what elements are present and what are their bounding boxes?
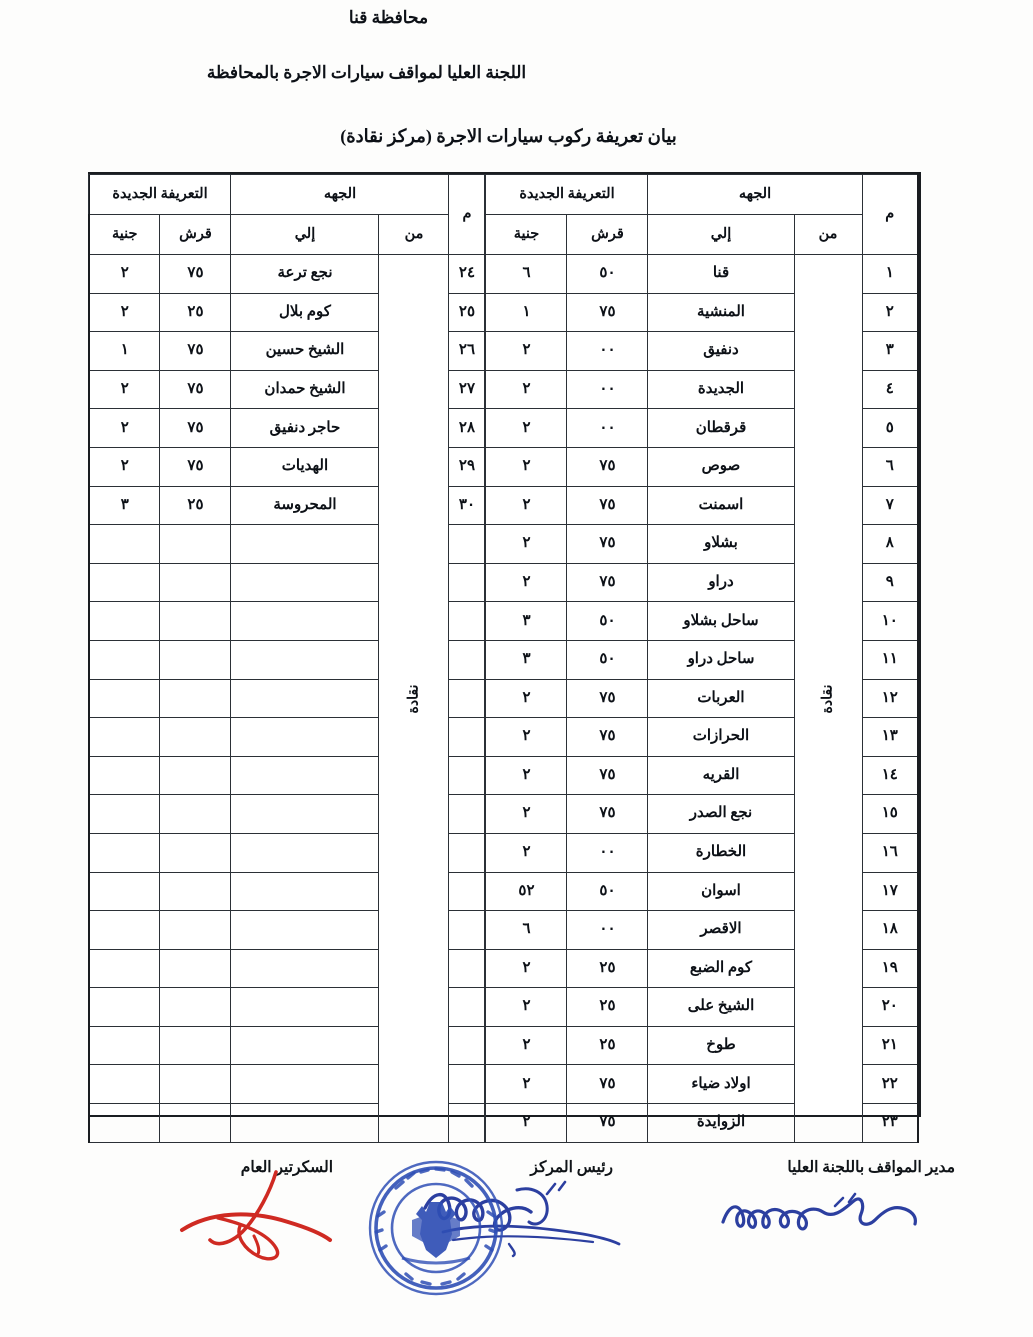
cell-piaster: ٢٥ <box>567 988 648 1027</box>
cell-piaster: ٥٠ <box>567 255 648 294</box>
cell-serial: ٦ <box>862 447 918 486</box>
header-row-bottom <box>89 215 485 255</box>
cell-destination: اولاد ضياء <box>648 1065 794 1104</box>
cell-serial: ١٢ <box>862 679 918 718</box>
cell-pound <box>89 988 160 1027</box>
table-body-right <box>486 255 918 1143</box>
table-body-left <box>89 255 485 1143</box>
cell-pound: ٢ <box>486 332 567 371</box>
cell-destination: صوص <box>648 447 794 486</box>
cell-destination <box>231 988 379 1027</box>
cell-pound: ١ <box>486 293 567 332</box>
cell-serial <box>449 1104 485 1143</box>
cell-destination: اسمنت <box>648 486 794 525</box>
cell-pound: ٢ <box>486 795 567 834</box>
cell-serial <box>449 988 485 1027</box>
table-row <box>486 255 918 294</box>
cell-pound <box>89 679 160 718</box>
cell-pound: ٦ <box>486 911 567 950</box>
cell-piaster <box>160 756 231 795</box>
header-new-tariff-group: التعريفة الجديدة <box>89 175 231 215</box>
cell-pound: ٢ <box>486 486 567 525</box>
cell-destination: الخطارة <box>648 833 794 872</box>
cell-destination: العربات <box>648 679 794 718</box>
cell-destination: طوخ <box>648 1026 794 1065</box>
cell-piaster: ٧٥ <box>567 563 648 602</box>
cell-destination <box>231 756 379 795</box>
cell-piaster: ٧٥ <box>567 1065 648 1104</box>
cell-serial: ٢٣ <box>862 1104 918 1143</box>
cell-pound: ٢ <box>89 447 160 486</box>
cell-pound <box>89 718 160 757</box>
header-new-tariff-group: التعريفة الجديدة <box>486 175 648 215</box>
cell-pound: ٦ <box>486 255 567 294</box>
cell-serial: ٧ <box>862 486 918 525</box>
cell-piaster: ٧٥ <box>567 447 648 486</box>
cell-piaster: ٠٠ <box>567 409 648 448</box>
cell-piaster: ٧٥ <box>160 409 231 448</box>
cell-pound <box>89 833 160 872</box>
center-head-signature-block <box>530 1158 613 1177</box>
cell-piaster: ٧٥ <box>567 1104 648 1143</box>
cell-serial: ٢٠ <box>862 988 918 1027</box>
cell-destination: نجع ترعة <box>231 255 379 294</box>
page-title: بيان تعريفة ركوب سيارات الاجرة (مركز نقادة) <box>340 126 677 146</box>
cell-pound <box>89 640 160 679</box>
cell-pound <box>89 1104 160 1143</box>
header-piaster: قرش <box>567 215 648 255</box>
cell-serial: ٣٠ <box>449 486 485 525</box>
cell-serial: ١٨ <box>862 911 918 950</box>
tariff-table-left <box>88 174 486 1143</box>
secretary-general-label: السكرتير العام <box>240 1159 333 1176</box>
cell-piaster: ٢٥ <box>567 949 648 988</box>
cell-piaster <box>160 640 231 679</box>
cell-destination: ساحل بشلاو <box>648 602 794 641</box>
cell-pound <box>89 949 160 988</box>
cell-destination <box>231 795 379 834</box>
governorate-heading: محافظة قنا <box>348 8 429 27</box>
cell-destination: الاقصر <box>648 911 794 950</box>
cell-piaster: ٥٠ <box>567 602 648 641</box>
cell-pound <box>89 602 160 641</box>
cell-serial: ٢٤ <box>449 255 485 294</box>
cell-pound: ٢ <box>486 833 567 872</box>
cell-destination <box>231 1065 379 1104</box>
cell-destination: المنشية <box>648 293 794 332</box>
cell-serial: ٨ <box>862 525 918 564</box>
cell-pound: ٢ <box>486 447 567 486</box>
official-stamp <box>347 1154 525 1304</box>
header-pound: جنية <box>486 215 567 255</box>
cell-pound <box>89 1026 160 1065</box>
cell-pound: ٢ <box>486 949 567 988</box>
cell-pound: ٢ <box>486 409 567 448</box>
cell-destination: الشيخ حمدان <box>231 370 379 409</box>
cell-piaster <box>160 1104 231 1143</box>
header-to: إلي <box>231 215 379 255</box>
cell-pound: ٢ <box>89 293 160 332</box>
secretary-general-signature-block <box>241 1158 333 1177</box>
cell-destination <box>231 1026 379 1065</box>
cell-pound: ٢ <box>486 1026 567 1065</box>
committee-heading: اللجنة العليا لمواقف سيارات الاجرة بالمحافظة <box>206 63 527 82</box>
secretary-general-signature-mark <box>158 1166 343 1261</box>
cell-piaster: ٢٥ <box>160 486 231 525</box>
cell-destination <box>231 563 379 602</box>
cell-serial: ١ <box>862 255 918 294</box>
cell-destination <box>231 718 379 757</box>
cell-pound: ٥٢ <box>486 872 567 911</box>
cell-destination: ساحل دراو <box>648 640 794 679</box>
cell-pound: ٢ <box>486 718 567 757</box>
cell-serial: ٢٢ <box>862 1065 918 1104</box>
cell-serial <box>449 1065 485 1104</box>
header-destination-group: الجهه <box>648 175 862 215</box>
cell-piaster <box>160 833 231 872</box>
cell-destination: المحروسة <box>231 486 379 525</box>
cell-piaster: ٥٠ <box>567 640 648 679</box>
cell-serial <box>449 640 485 679</box>
cell-destination: دراو <box>648 563 794 602</box>
cell-serial: ١٤ <box>862 756 918 795</box>
cell-piaster: ٧٥ <box>567 525 648 564</box>
cell-piaster: ٧٥ <box>567 486 648 525</box>
cell-pound: ٢ <box>89 370 160 409</box>
header-destination-group: الجهه <box>231 175 449 215</box>
cell-pound: ٢ <box>89 255 160 294</box>
cell-piaster <box>160 988 231 1027</box>
cell-pound: ٢ <box>486 370 567 409</box>
cell-destination: الهديات <box>231 447 379 486</box>
cell-destination <box>231 602 379 641</box>
cell-piaster: ٧٥ <box>567 718 648 757</box>
cell-pound: ٢ <box>486 563 567 602</box>
cell-destination: اسوان <box>648 872 794 911</box>
header-serial: م <box>449 175 485 255</box>
cell-serial: ١٣ <box>862 718 918 757</box>
cell-pound: ٣ <box>486 640 567 679</box>
cell-serial: ٢١ <box>862 1026 918 1065</box>
cell-origin-merged <box>794 255 862 1143</box>
center-head-label: رئيس المركز <box>530 1159 613 1176</box>
cell-pound: ٢ <box>486 679 567 718</box>
cell-piaster: ٧٥ <box>567 795 648 834</box>
cell-serial <box>449 949 485 988</box>
cell-serial: ٢ <box>862 293 918 332</box>
cell-pound <box>89 525 160 564</box>
cell-serial: ٩ <box>862 563 918 602</box>
cell-serial <box>449 563 485 602</box>
cell-pound: ١ <box>89 332 160 371</box>
cell-piaster: ٥٠ <box>567 872 648 911</box>
cell-pound <box>89 1065 160 1104</box>
table-row <box>89 255 485 294</box>
cell-destination <box>231 833 379 872</box>
cell-destination: قنا <box>648 255 794 294</box>
header-row-top <box>89 175 485 215</box>
cell-destination: القريه <box>648 756 794 795</box>
cell-piaster <box>160 679 231 718</box>
header-row-top <box>486 175 918 215</box>
cell-destination: نجع الصدر <box>648 795 794 834</box>
cell-serial: ١٧ <box>862 872 918 911</box>
parking-manager-signature-mark <box>715 1182 925 1244</box>
cell-serial: ٥ <box>862 409 918 448</box>
cell-serial: ١٦ <box>862 833 918 872</box>
header-from: من <box>794 215 862 255</box>
tariff-table-right <box>485 174 919 1143</box>
cell-serial <box>449 718 485 757</box>
cell-piaster <box>160 911 231 950</box>
cell-destination: حاجر دنفيق <box>231 409 379 448</box>
cell-piaster: ٠٠ <box>567 370 648 409</box>
table-header-left <box>89 175 485 255</box>
cell-pound: ٢ <box>486 525 567 564</box>
header-pound: جنية <box>89 215 160 255</box>
cell-destination <box>231 679 379 718</box>
cell-pound <box>89 795 160 834</box>
cell-serial <box>449 756 485 795</box>
cell-serial: ٢٦ <box>449 332 485 371</box>
cell-destination <box>231 911 379 950</box>
cell-serial: ١٠ <box>862 602 918 641</box>
cell-serial: ٢٨ <box>449 409 485 448</box>
cell-destination: الحرازات <box>648 718 794 757</box>
cell-piaster <box>160 525 231 564</box>
origin-label: نقادة <box>819 684 835 714</box>
cell-piaster: ٠٠ <box>567 833 648 872</box>
cell-destination <box>231 525 379 564</box>
cell-piaster: ٧٥ <box>567 756 648 795</box>
cell-pound: ٢ <box>486 756 567 795</box>
cell-pound: ٢ <box>486 1104 567 1143</box>
cell-pound <box>89 911 160 950</box>
cell-serial <box>449 872 485 911</box>
cell-serial: ٤ <box>862 370 918 409</box>
cell-serial: ٢٥ <box>449 293 485 332</box>
cell-piaster: ٢٥ <box>567 1026 648 1065</box>
cell-serial <box>449 602 485 641</box>
cell-destination <box>231 1104 379 1143</box>
cell-piaster <box>160 602 231 641</box>
cell-piaster <box>160 563 231 602</box>
header-to: إلي <box>648 215 794 255</box>
cell-serial <box>449 833 485 872</box>
cell-serial: ٢٩ <box>449 447 485 486</box>
cell-piaster <box>160 949 231 988</box>
header-serial: م <box>862 175 918 255</box>
cell-piaster <box>160 872 231 911</box>
cell-piaster: ٧٥ <box>160 370 231 409</box>
parking-manager-label: مدير المواقف باللجنة العليا <box>787 1159 955 1176</box>
cell-destination: الشيخ على <box>648 988 794 1027</box>
cell-destination: كوم الضبع <box>648 949 794 988</box>
cell-serial: ١٥ <box>862 795 918 834</box>
table-header-right <box>486 175 918 255</box>
cell-destination: بشلاو <box>648 525 794 564</box>
header-piaster: قرش <box>160 215 231 255</box>
cell-piaster: ٧٥ <box>160 332 231 371</box>
cell-pound: ٢ <box>89 409 160 448</box>
signature-footer <box>0 1140 1033 1330</box>
cell-serial <box>449 679 485 718</box>
origin-label: نقادة <box>405 684 421 714</box>
cell-destination <box>231 949 379 988</box>
cell-serial <box>449 795 485 834</box>
cell-destination: الجديدة <box>648 370 794 409</box>
cell-serial: ٣ <box>862 332 918 371</box>
cell-piaster <box>160 1065 231 1104</box>
cell-piaster: ٧٥ <box>160 255 231 294</box>
cell-piaster <box>160 1026 231 1065</box>
tariff-tables <box>88 172 921 1131</box>
cell-destination: دنفيق <box>648 332 794 371</box>
cell-piaster <box>160 718 231 757</box>
cell-piaster: ٢٥ <box>160 293 231 332</box>
parking-manager-signature-block <box>787 1158 955 1177</box>
header-row-bottom <box>486 215 918 255</box>
cell-piaster: ٧٥ <box>567 293 648 332</box>
cell-destination: الشيخ حسين <box>231 332 379 371</box>
cell-destination: قرقطان <box>648 409 794 448</box>
cell-pound: ٣ <box>89 486 160 525</box>
cell-origin-merged <box>379 255 449 1143</box>
cell-destination <box>231 640 379 679</box>
cell-pound <box>89 563 160 602</box>
cell-pound: ٢ <box>486 1065 567 1104</box>
cell-serial: ١١ <box>862 640 918 679</box>
cell-piaster: ٧٥ <box>567 679 648 718</box>
header-from: من <box>379 215 449 255</box>
cell-serial: ٢٧ <box>449 370 485 409</box>
cell-pound <box>89 872 160 911</box>
cell-piaster: ٧٥ <box>160 447 231 486</box>
cell-piaster <box>160 795 231 834</box>
cell-destination <box>231 872 379 911</box>
cell-pound: ٣ <box>486 602 567 641</box>
cell-serial <box>449 525 485 564</box>
cell-destination: الزوايدة <box>648 1104 794 1143</box>
cell-pound: ٢ <box>486 988 567 1027</box>
cell-piaster: ٠٠ <box>567 911 648 950</box>
cell-destination: كوم بلال <box>231 293 379 332</box>
cell-pound <box>89 756 160 795</box>
cell-serial <box>449 1026 485 1065</box>
cell-serial: ١٩ <box>862 949 918 988</box>
cell-piaster: ٠٠ <box>567 332 648 371</box>
cell-serial <box>449 911 485 950</box>
